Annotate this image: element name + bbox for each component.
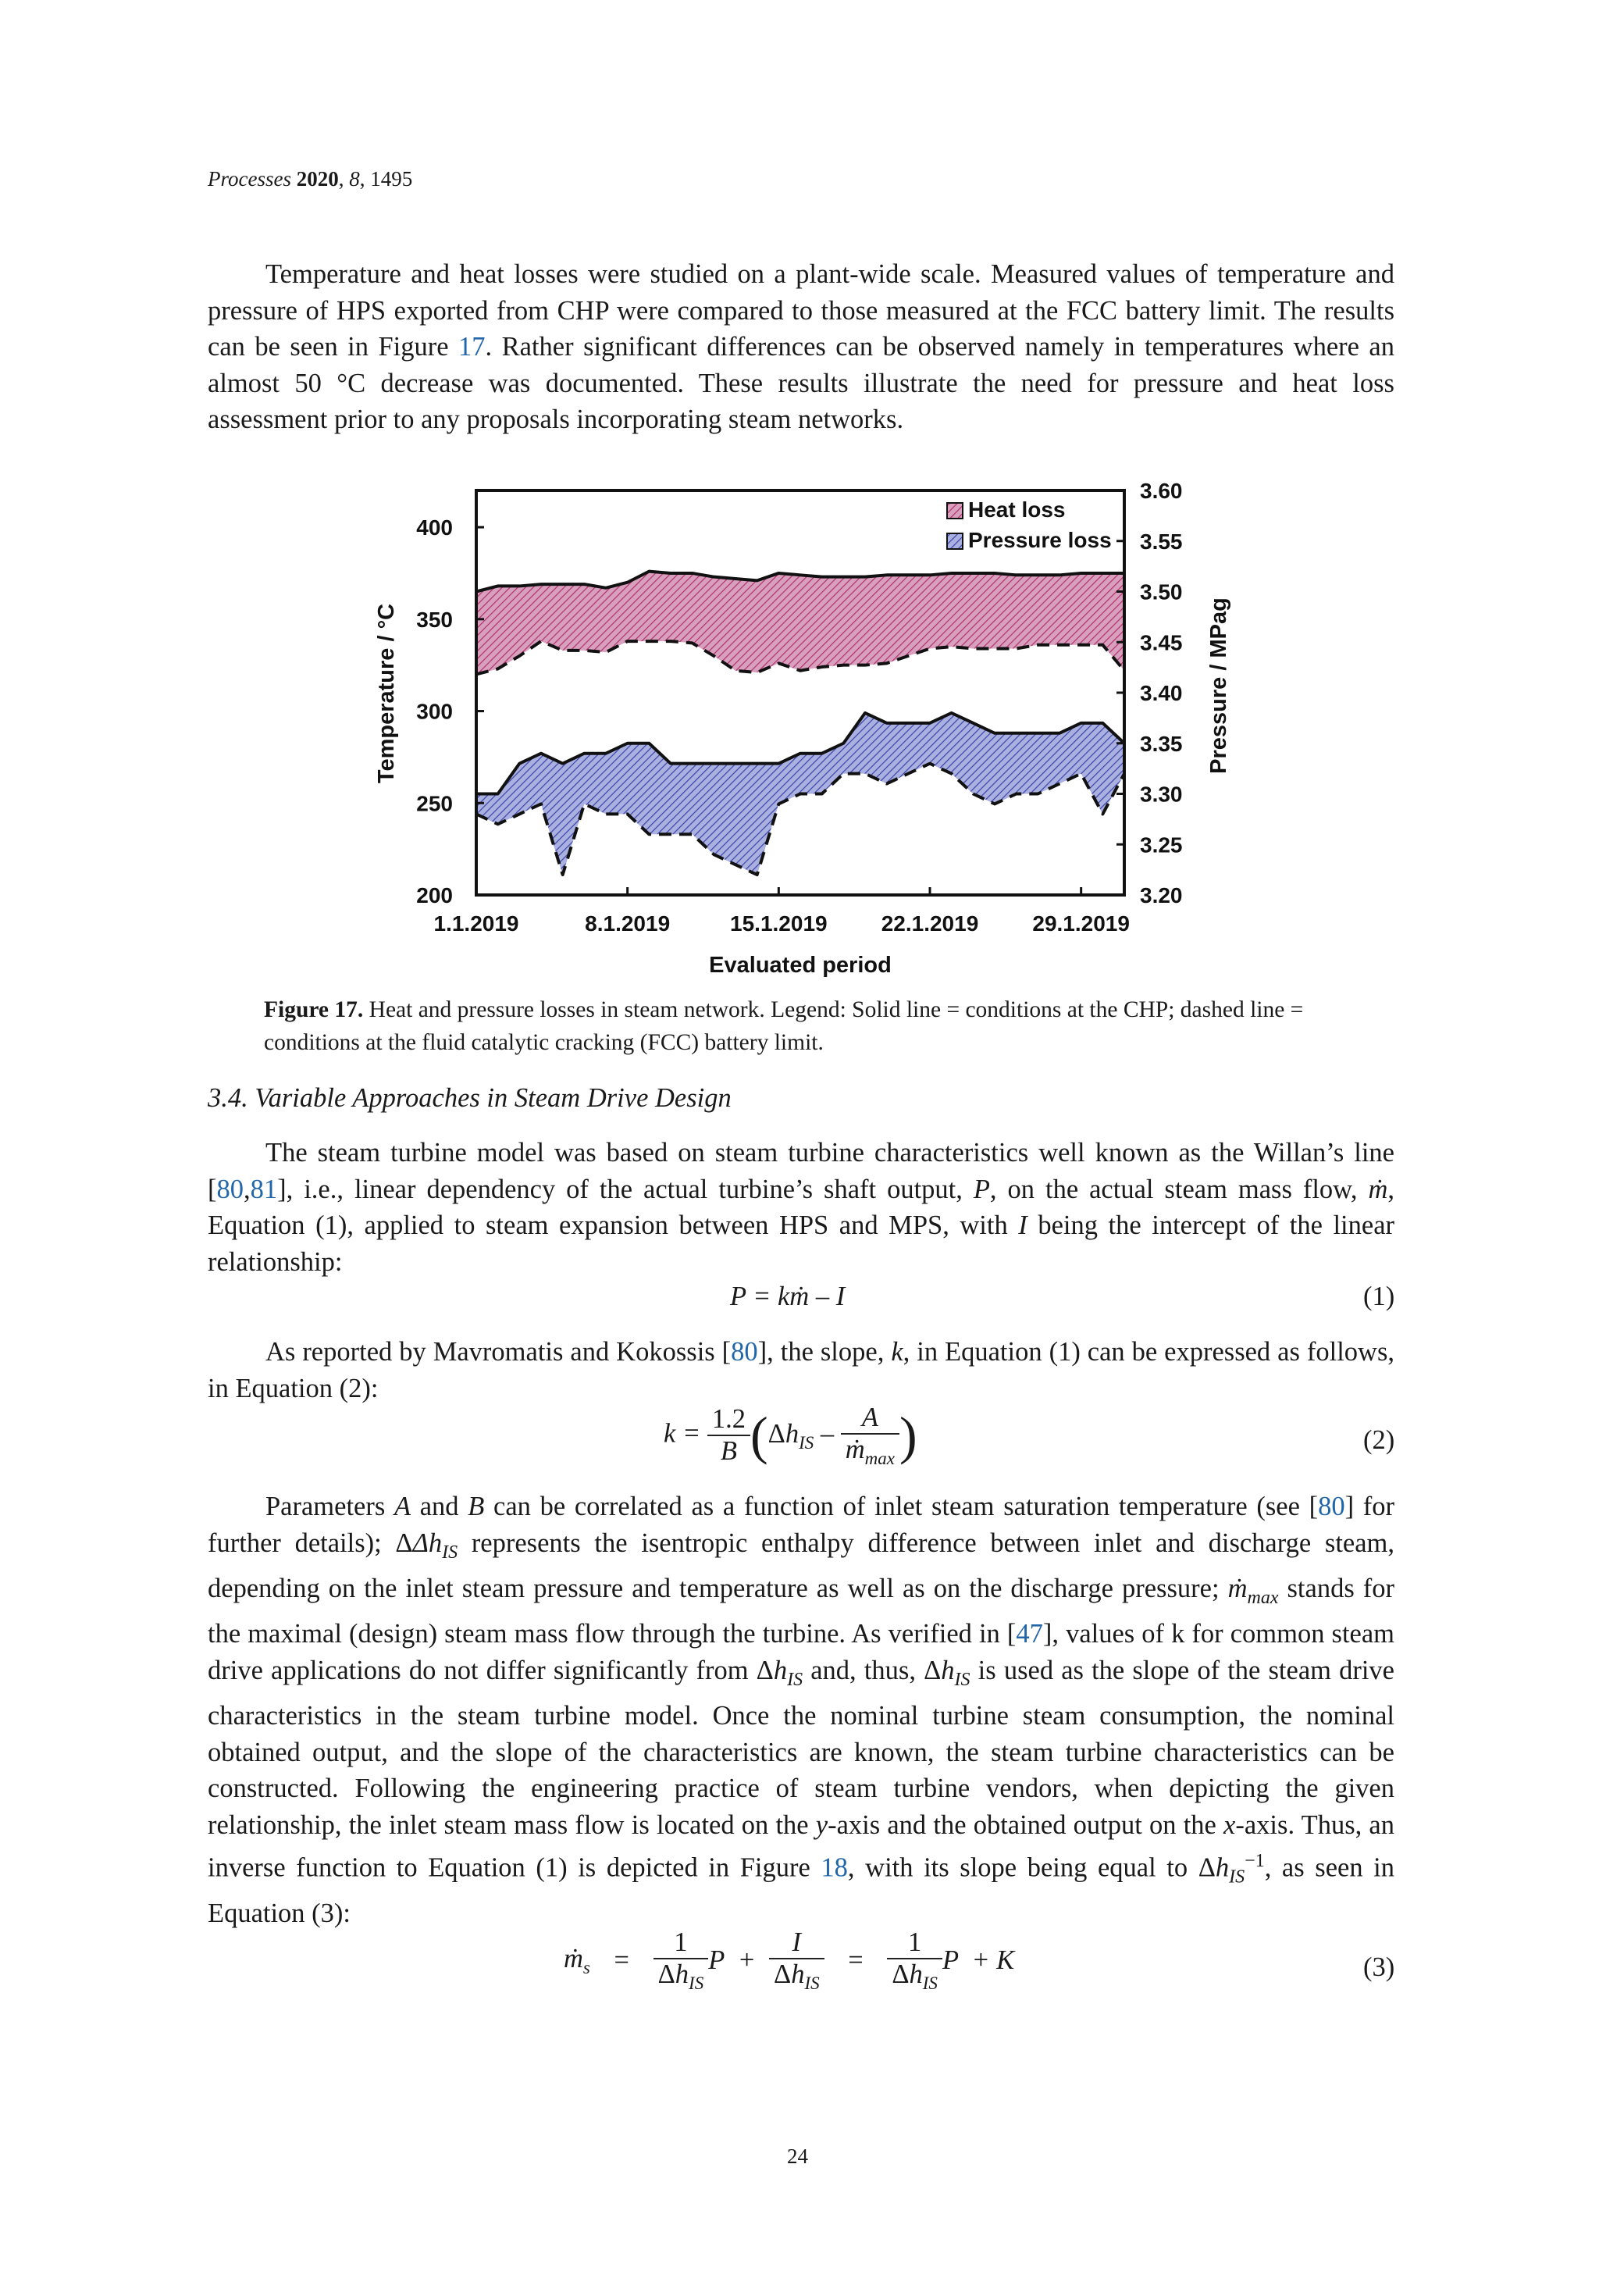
ref-80-link-3[interactable]: 80 (1318, 1492, 1345, 1521)
y-axis-right-title: Pressure / MPag (1206, 597, 1231, 774)
figure-17-link[interactable]: 17 (458, 332, 486, 362)
loss-areas (476, 572, 1124, 875)
y-left-tick-label: 300 (416, 699, 453, 724)
y-right-tick-label: 3.40 (1140, 681, 1183, 705)
y-right-tick-label: 3.55 (1140, 529, 1183, 554)
running-header: Processes 2020, 8, 1495 (208, 167, 413, 191)
x-axis-title: Evaluated period (709, 953, 892, 978)
section-heading: 3.4. Variable Approaches in Steam Drive Design (208, 1083, 732, 1113)
figure-17-caption: Figure 17. Heat and pressure losses in steam network. Legend: Solid line = conditions at the CHP; dashed line = conditions at the fluid catalytic cracking (FCC) battery limit. (264, 997, 1304, 1055)
heat-loss-legend-label: Heat loss (968, 497, 1066, 522)
page-number: 24 (787, 2144, 808, 2168)
equation-3-number: (3) (1363, 1952, 1395, 1982)
y-left-tick-label: 350 (416, 607, 453, 632)
x-tick-label: 29.1.2019 (1032, 911, 1130, 936)
y-left-tick-label: 250 (416, 791, 453, 816)
x-tick-label: 1.1.2019 (433, 911, 519, 936)
ref-80-link[interactable]: 80 (216, 1174, 244, 1204)
y-right-tick-label: 3.50 (1140, 579, 1183, 604)
pressure-loss-swatch (947, 533, 963, 549)
y-left-tick-label: 400 (416, 515, 453, 540)
ref-47-link[interactable]: 47 (1016, 1619, 1043, 1649)
x-tick-label: 15.1.2019 (730, 911, 828, 936)
y-right-tick-label: 3.45 (1140, 630, 1183, 655)
figure-17-chart (359, 467, 1257, 982)
paragraph-losses: Temperature and heat losses were studied on a plant-wide scale. Measured values of temperature and pressure of HPS exported from CHP were compared to those measured at the FCC battery limit. The results can be seen in Figure 17. Rather significant differences can be observed namely in temperatures where an almost 50 °C decrease was documented. These results illustrate the need for pressure and heat loss assessment prior to any proposals incorporating steam networks. (208, 259, 1394, 434)
figure-18-link[interactable]: 18 (821, 1852, 848, 1883)
y-right-tick-label: 3.35 (1140, 731, 1183, 756)
y-left-tick-label: 200 (416, 883, 453, 907)
chart-legend (947, 497, 1112, 552)
equation-3: ṁ$_s$ = $\frac{1}{\Delta h_{IS}}$ P + $\frac{I}{\Delta h_{IS}}$ = $\frac{1}{\Delta h_{IS}}$ P + K (564, 1927, 1015, 1993)
paragraph-willans-line: The steam turbine model was based on steam turbine characteristics well known as the Willan’s line [80,81], i.e., linear dependency of the actual turbine’s shaft output, P, on the actual steam mass flow, ṁ, Equation (1), applied to steam expansion between HPS and MPS, with I being the intercept of the linear relationship: (208, 1138, 1394, 1277)
equation-2: k = $\frac{1.2}{B}$ ($\Delta h_{IS}$ – $\frac{A}{ṁ_{max}}$ ) (664, 1403, 917, 1468)
y-right-tick-label: 3.30 (1140, 782, 1183, 807)
y-right-tick-label: 3.60 (1140, 479, 1183, 503)
x-tick-label: 8.1.2019 (585, 911, 671, 936)
x-tick-label: 22.1.2019 (881, 911, 979, 936)
equation-1-number: (1) (1363, 1282, 1395, 1311)
heat-loss-swatch (947, 503, 963, 519)
paragraph-slope: As reported by Mavromatis and Kokossis [80], the slope, k, in Equation (1) can be expressed as follows, in Equation (2): (208, 1337, 1394, 1403)
y-right-tick-label: 3.20 (1140, 883, 1183, 907)
heat-loss-area (476, 572, 1124, 675)
equation-2-number: (2) (1363, 1425, 1395, 1455)
equation-1: P = kṁ – I (730, 1282, 846, 1311)
pressure-loss-legend-label: Pressure loss (968, 528, 1112, 552)
ref-81-link[interactable]: 81 (250, 1174, 278, 1204)
y-axis-left-title: Temperature / °C (374, 603, 399, 784)
ref-80-link-2[interactable]: 80 (731, 1337, 758, 1367)
y-right-tick-label: 3.25 (1140, 832, 1183, 857)
paragraph-parameters: Parameters A and B can be correlated as a function of inlet steam saturation temperature (see [80] for further details); ΔΔh$_{IS}$ represents the isentropic enthalpy difference between inlet and discharge steam, depending on the inlet steam pressure and temperature as well as on the discharge pressure; ṁ$_{max}$ stands for the maximal (design) steam mass flow through the turbine. As verified in [47], values of k for common steam drive applications do not differ significantly from $\Delta h_{IS}$ and, thus, $\Delta h_{IS}$ is used as the slope of the steam drive characteristics in the steam turbine model. Once the nominal turbine steam consumption, the nominal obtained output, and the slope of the characteristics are known, the steam turbine characteristics can be constructed. Following the engineering practice of steam turbine vendors, when depicting the given relationship, the inlet steam mass flow is located on the y-axis and the obtained output on the x-axis. Thus, an inverse function to Equation (1) is depicted in Figure 18, with its slope being equal to $\Delta h_{IS}^{-1}$, as seen in Equation (3): (208, 1492, 1395, 1929)
